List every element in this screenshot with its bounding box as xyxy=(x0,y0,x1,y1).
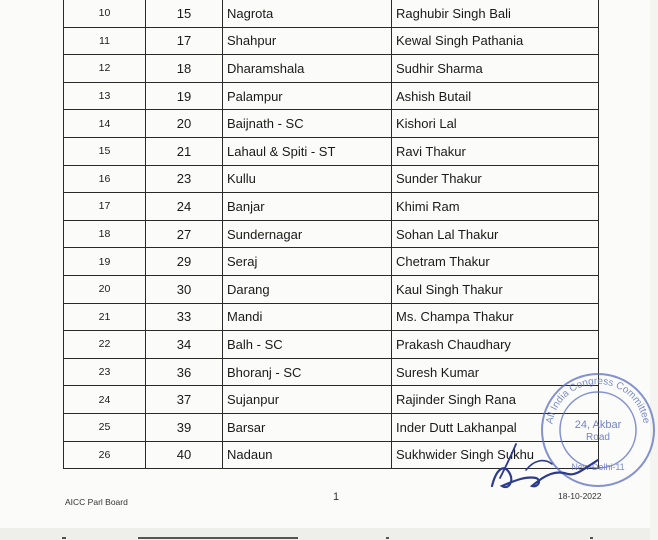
constituency-name-cell: Kullu xyxy=(223,165,392,193)
constituency-name-cell: Balh - SC xyxy=(223,331,392,359)
candidate-name-cell: Sukhwider Singh Sukhu xyxy=(392,441,599,469)
candidate-name-cell: Kewal Singh Pathania xyxy=(392,27,599,55)
page-number: 1 xyxy=(333,491,340,503)
serial-number-cell: 19 xyxy=(64,248,146,276)
serial-number-cell: 21 xyxy=(64,303,146,331)
serial-number-cell: 22 xyxy=(64,331,146,359)
candidate-name-cell: Sohan Lal Thakur xyxy=(392,220,599,248)
serial-number-cell: 26 xyxy=(64,441,146,469)
candidate-name-cell: Suresh Kumar xyxy=(392,358,599,386)
serial-number-cell: 23 xyxy=(64,358,146,386)
constituency-name-cell: Bhoranj - SC xyxy=(223,358,392,386)
footer-date: 18-10-2022 xyxy=(558,491,602,501)
serial-number-cell: 14 xyxy=(64,110,146,138)
constituency-name-cell: Banjar xyxy=(223,193,392,221)
table-row xyxy=(64,0,599,27)
constituency-name-cell: Dharamshala xyxy=(223,55,392,83)
candidate-name-cell: Ms. Champa Thakur xyxy=(392,303,599,331)
constituency-number-cell: 24 xyxy=(146,193,223,221)
stamp-ring-text: All India Congress Committee xyxy=(544,375,652,425)
constituency-number-cell: 34 xyxy=(146,331,223,359)
candidate-name-cell: Raghubir Singh Bali xyxy=(392,0,599,27)
constituency-number-cell: 20 xyxy=(146,110,223,138)
constituency-name-cell: Nagrota xyxy=(223,0,392,27)
constituency-name-cell: Barsar xyxy=(223,413,392,441)
serial-number-cell: 24 xyxy=(64,386,146,414)
edge-mark xyxy=(590,537,593,539)
constituency-number-cell: 17 xyxy=(146,27,223,55)
stamp-line-1: 24, Akbar xyxy=(574,419,622,431)
stamp-line-3: New Delhi-11 xyxy=(571,462,625,472)
constituency-number-cell: 27 xyxy=(146,220,223,248)
constituency-number-cell: 36 xyxy=(146,358,223,386)
serial-number-cell: 10 xyxy=(64,0,146,27)
constituency-name-cell: Shahpur xyxy=(223,27,392,55)
edge-mark xyxy=(386,537,389,539)
constituency-number-cell: 30 xyxy=(146,275,223,303)
constituency-name-cell: Darang xyxy=(223,275,392,303)
constituency-number-cell: 40 xyxy=(146,441,223,469)
constituency-number-cell: 29 xyxy=(146,248,223,276)
constituency-number-cell: 39 xyxy=(146,413,223,441)
edge-mark xyxy=(138,537,298,539)
serial-number-cell: 15 xyxy=(64,137,146,165)
candidate-name-cell: Kaul Singh Thakur xyxy=(392,275,599,303)
constituency-number-cell: 19 xyxy=(146,82,223,110)
constituency-number-cell: 18 xyxy=(146,55,223,83)
constituency-name-cell: Mandi xyxy=(223,303,392,331)
candidate-name-cell: Ravi Thakur xyxy=(392,137,599,165)
page-edge xyxy=(0,528,650,540)
table-row xyxy=(64,55,599,83)
table-row xyxy=(64,110,599,138)
constituency-name-cell: Lahaul & Spiti - ST xyxy=(223,137,392,165)
table-row xyxy=(64,331,599,359)
constituency-name-cell: Sujanpur xyxy=(223,386,392,414)
serial-number-cell: 16 xyxy=(64,165,146,193)
constituency-number-cell: 15 xyxy=(146,0,223,27)
signature xyxy=(486,430,606,500)
candidate-name-cell: Prakash Chaudhary xyxy=(392,331,599,359)
constituency-name-cell: Sundernagar xyxy=(223,220,392,248)
svg-text:All India Congress Committee xyxy=(544,376,651,425)
candidate-name-cell: Sudhir Sharma xyxy=(392,55,599,83)
footer-board-label: AICC Parl Board xyxy=(65,497,128,507)
constituency-number-cell: 21 xyxy=(146,137,223,165)
stamp-line-2: Road xyxy=(586,432,610,443)
candidate-name-cell: Chetram Thakur xyxy=(392,248,599,276)
edge-mark xyxy=(62,537,66,539)
constituency-name-cell: Seraj xyxy=(223,248,392,276)
table-row xyxy=(64,275,599,303)
serial-number-cell: 25 xyxy=(64,413,146,441)
constituency-number-cell: 23 xyxy=(146,165,223,193)
table-row xyxy=(64,358,599,386)
constituency-name-cell: Baijnath - SC xyxy=(223,110,392,138)
candidate-name-cell: Inder Dutt Lakhanpal xyxy=(392,413,599,441)
table-row xyxy=(64,248,599,276)
table-row xyxy=(64,220,599,248)
table-row xyxy=(64,386,599,414)
table-row xyxy=(64,193,599,221)
table-row xyxy=(64,137,599,165)
table-row xyxy=(64,82,599,110)
candidate-name-cell: Sunder Thakur xyxy=(392,165,599,193)
serial-number-cell: 17 xyxy=(64,193,146,221)
serial-number-cell: 13 xyxy=(64,82,146,110)
serial-number-cell: 20 xyxy=(64,275,146,303)
candidate-name-cell: Ashish Butail xyxy=(392,82,599,110)
constituency-name-cell: Palampur xyxy=(223,82,392,110)
constituency-name-cell: Nadaun xyxy=(223,441,392,469)
candidate-table xyxy=(63,0,599,469)
constituency-number-cell: 33 xyxy=(146,303,223,331)
serial-number-cell: 12 xyxy=(64,55,146,83)
serial-number-cell: 18 xyxy=(64,220,146,248)
table-row xyxy=(64,27,599,55)
candidate-name-cell: Khimi Ram xyxy=(392,193,599,221)
candidate-name-cell: Rajinder Singh Rana xyxy=(392,386,599,414)
table-row xyxy=(64,165,599,193)
table-row xyxy=(64,303,599,331)
constituency-number-cell: 37 xyxy=(146,386,223,414)
serial-number-cell: 11 xyxy=(64,27,146,55)
candidate-name-cell: Kishori Lal xyxy=(392,110,599,138)
